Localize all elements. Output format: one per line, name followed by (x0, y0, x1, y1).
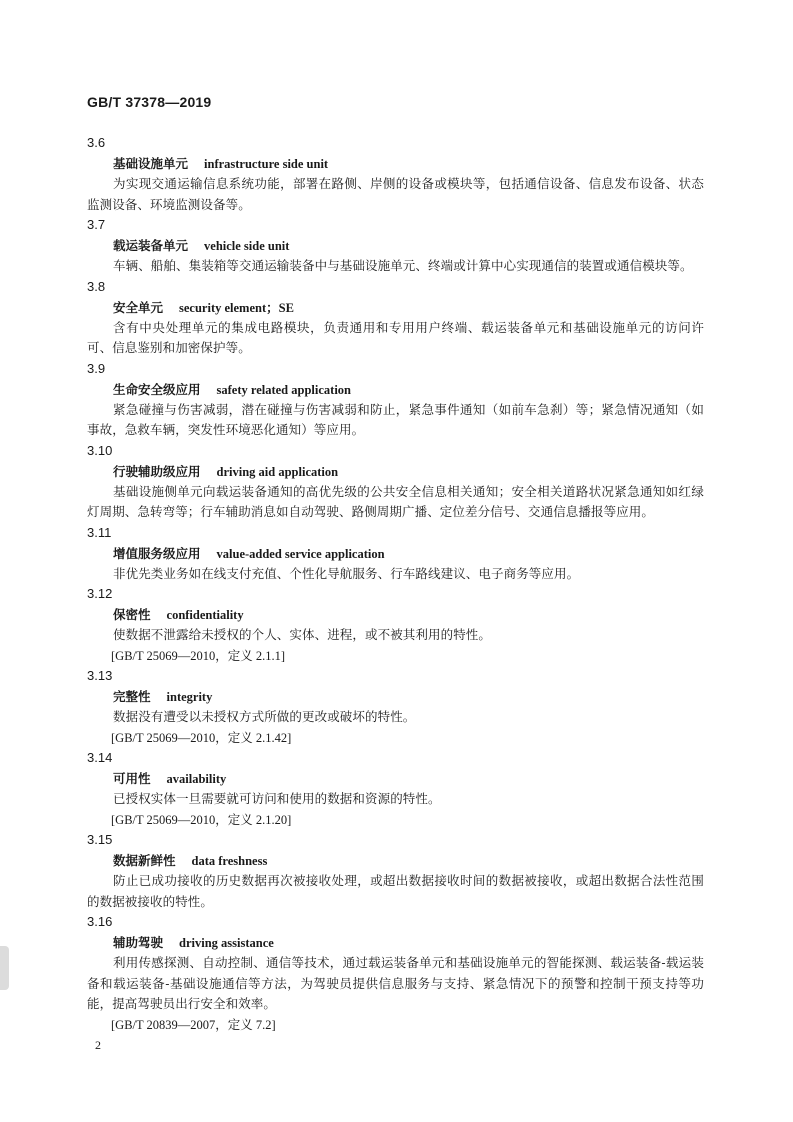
term-zh: 增值服务级应用 (113, 545, 201, 561)
clause-number: 3.7 (87, 217, 106, 232)
term-zh: 基础设施单元 (113, 156, 189, 171)
term-en: infrastructure side unit (204, 157, 329, 171)
term-definition: 基础设施侧单元向载运装备通知的高优先级的公共安全信息相关通知；安全相关道路状况紧急通知如红绿灯周期、急转弯等；行车辅助消息如自动驾驶、路侧周期广播、定位差分信号、交通信息播报等应用。 (87, 483, 704, 519)
term-definition: 含有中央处理单元的集成电路模块，负责通用和专用用户终端、载运装备单元和基础设施单元的访问许可、信息鉴别和加密保护等。 (87, 319, 704, 355)
term-heading (87, 379, 704, 400)
clause-number: 3.15 (87, 832, 113, 847)
term-en: security element；SE (179, 300, 294, 315)
term-zh: 辅助驾驶 (113, 935, 164, 950)
clause-number: 3.14 (87, 750, 113, 765)
term-definition: 为实现交通运输信息系统功能，部署在路侧、岸侧的设备或模块等，包括通信设备、信息发布设备、状态监测设备、环境监测设备等。 (87, 176, 704, 212)
term-en: availability (166, 772, 227, 786)
term-zh: 完整性 (113, 689, 151, 704)
term-heading (87, 604, 704, 625)
term-en: data freshness (191, 854, 268, 868)
term-definition: 防止已成功接收的历史数据再次被接收处理，或超出数据接收时间的数据被接收，或超出数据合法性范围的数据被接收的特性。 (87, 873, 704, 909)
term-en: vehicle side unit (204, 239, 290, 253)
term-definition: 使数据不泄露给未授权的个人、实体、进程，或不被其利用的特性。 (113, 627, 492, 642)
term-heading (87, 932, 704, 953)
term-definition: 非优先类业务如在线支付充值、个性化导航服务、行车路线建议、电子商务等应用。 (113, 565, 580, 581)
term-zh: 数据新鲜性 (113, 853, 176, 868)
term-en: driving assistance (179, 936, 274, 950)
term-en: value-added service application (216, 546, 385, 561)
side-page-tab (0, 946, 9, 990)
term-heading (87, 686, 704, 707)
standard-id: GB/T 37378—2019 (87, 94, 212, 110)
term-heading (87, 543, 704, 564)
clause-number: 3.10 (87, 442, 113, 458)
term-source-reference: [GB/T 25069—2010，定义 2.1.1] (111, 648, 286, 663)
term-zh: 载运装备单元 (113, 238, 189, 253)
term-heading (87, 850, 704, 871)
term-en: driving aid application (216, 464, 339, 479)
term-definition: 紧急碰撞与伤害减弱，潜在碰撞与伤害减弱和防止，紧急事件通知（如前车急刹）等；紧急情况通知（如事故，急救车辆，突发性环境恶化通知）等应用。 (87, 401, 704, 437)
term-source-reference: [GB/T 25069—2010，定义 2.1.20] (111, 812, 292, 827)
clause-number: 3.11 (87, 524, 112, 540)
page-number: 2 (95, 1038, 101, 1052)
term-zh: 可用性 (113, 771, 151, 786)
term-heading (87, 461, 704, 482)
clause-number: 3.9 (87, 360, 106, 376)
term-heading (87, 297, 704, 318)
clause-number: 3.12 (87, 586, 113, 601)
term-zh: 保密性 (113, 607, 151, 622)
term-zh: 安全单元 (113, 299, 164, 315)
clause-number: 3.13 (87, 668, 113, 683)
term-definition: 数据没有遭受以未授权方式所做的更改或破坏的特性。 (113, 709, 416, 724)
term-definition: 利用传感探测、自动控制、通信等技术，通过载运装备单元和基础设施单元的智能探测、载运装备-载运装备和载运装备-基础设施通信等方法，为驾驶员提供信息服务与支持、紧急情况下的预警和控制干预支持等功能，提高驾驶员出行安全和效率。 (87, 955, 704, 1011)
clause-number: 3.6 (87, 135, 106, 150)
term-en: confidentiality (166, 608, 244, 622)
term-heading (87, 235, 704, 256)
term-source-reference: [GB/T 20839—2007，定义 7.2] (111, 1017, 276, 1032)
clause-number: 3.16 (87, 914, 113, 929)
term-definition: 已授权实体一旦需要就可访问和使用的数据和资源的特性。 (113, 791, 441, 806)
term-en: integrity (166, 690, 213, 704)
terms-list (87, 133, 704, 1035)
term-zh: 生命安全级应用 (113, 381, 201, 397)
term-definition: 车辆、船舶、集装箱等交通运输装备中与基础设施单元、终端或计算中心实现通信的装置或通信模块等。 (113, 258, 693, 273)
term-zh: 行驶辅助级应用 (113, 463, 201, 479)
term-heading (87, 153, 704, 174)
term-source-reference: [GB/T 25069—2010，定义 2.1.42] (111, 730, 292, 745)
clause-number: 3.8 (87, 278, 106, 294)
term-heading (87, 768, 704, 789)
term-en: safety related application (216, 382, 351, 397)
